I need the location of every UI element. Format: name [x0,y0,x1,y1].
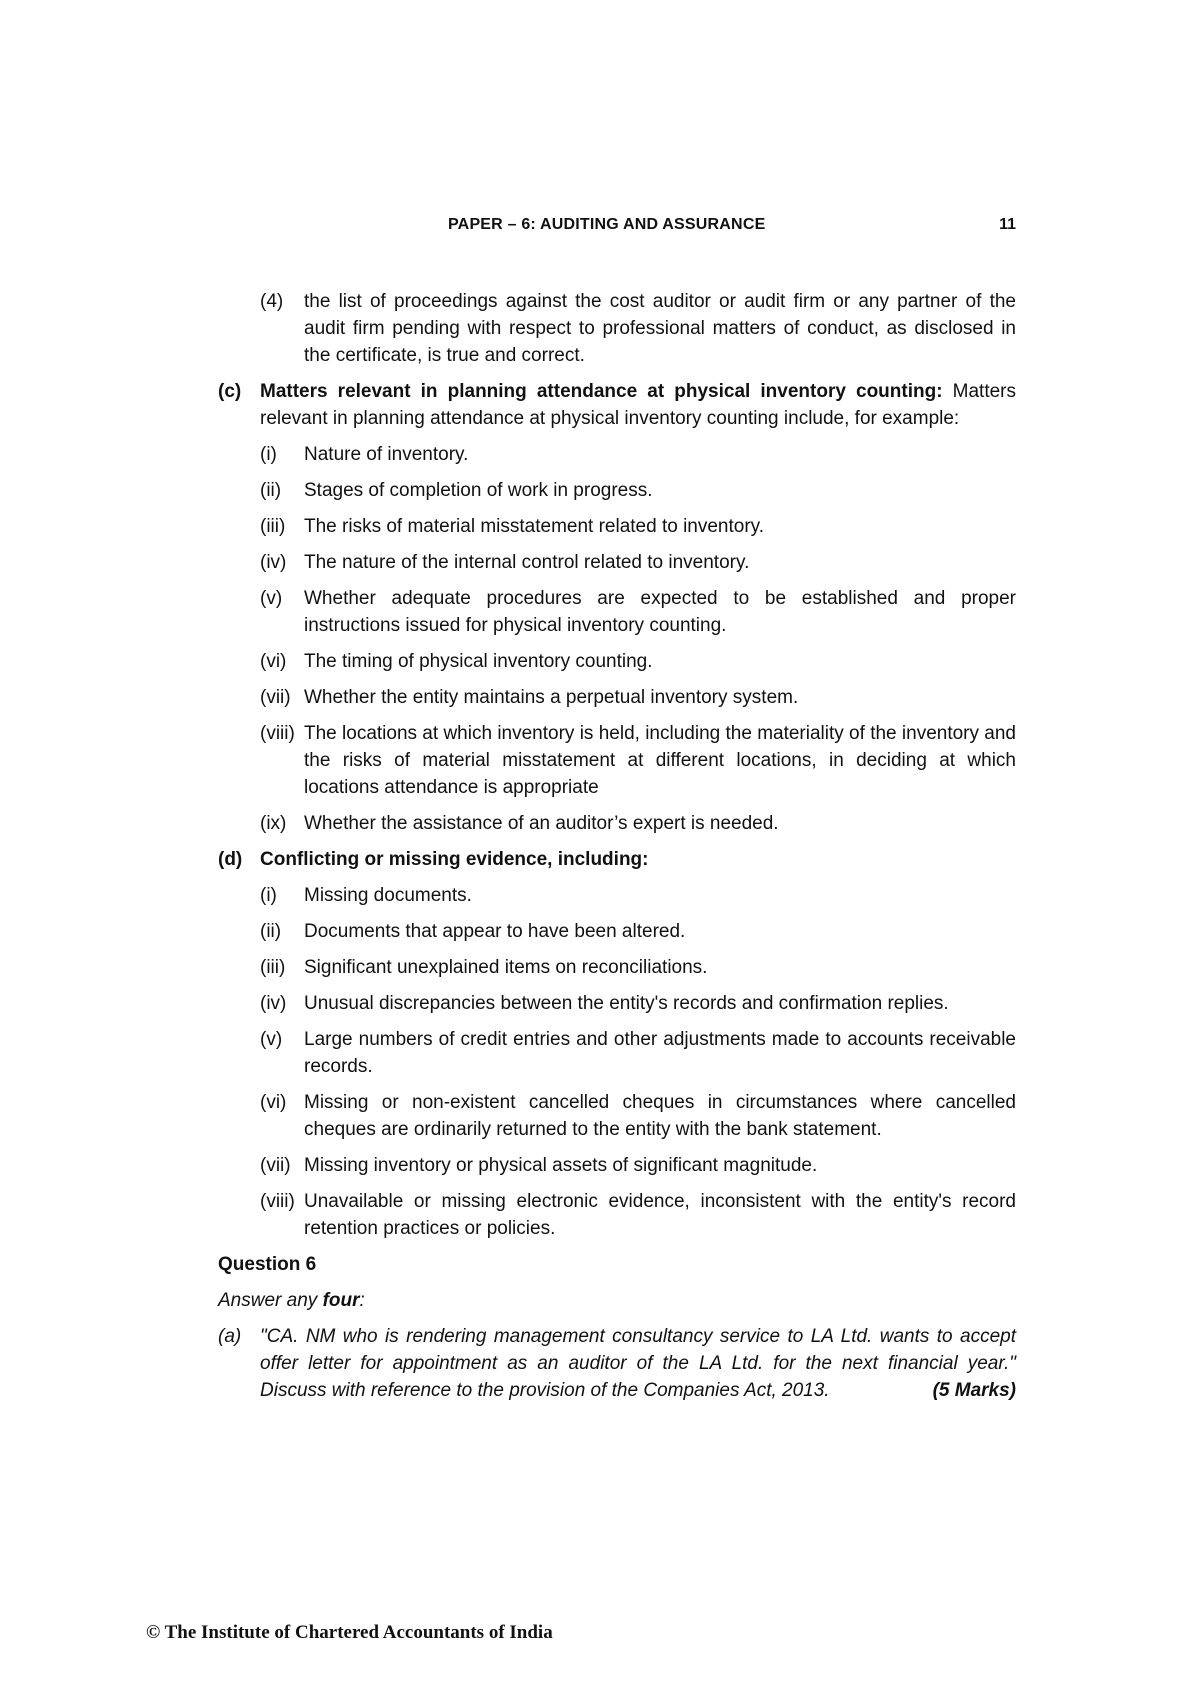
list-item-text: The nature of the internal control related to inventory. [304,552,750,573]
list-item [218,810,1016,837]
question-instruction [218,1287,1016,1314]
list-item [218,477,1016,504]
list-item-text: Missing or non-existent cancelled cheques in circumstances where cancelled cheques are ordinarily returned to the entity with the bank statement. [304,1092,1016,1140]
list-item-label: (i) [260,885,277,906]
question-part-a-body [260,1323,1016,1404]
list-item-text: Whether the entity maintains a perpetual inventory system. [304,687,799,708]
list-item-label: (i) [260,444,277,465]
list-item-text: The timing of physical inventory counting. [304,651,653,672]
section-c-heading: Matters relevant in planning attendance at physical inventory counting: [260,381,943,402]
list-item-label: (vi) [260,1092,287,1113]
list-item-label: (vii) [260,1155,291,1176]
list-item [218,1089,1016,1143]
page-number: 11 [999,216,1016,233]
instruction-prefix: Answer any [218,1290,318,1311]
list-item-label: (vii) [260,687,291,708]
list-item [218,585,1016,639]
question-title: Question 6 [218,1254,317,1275]
page-footer: © The Institute of Chartered Accountants of India [146,1622,553,1643]
list-item [218,882,1016,909]
list-item-label: (v) [260,588,283,609]
list-item-label: (iii) [260,516,286,537]
section-c-label: (c) [218,381,242,402]
list-item [218,1152,1016,1179]
list-item-label: (iv) [260,993,287,1014]
list-item-text: Missing inventory or physical assets of significant magnitude. [304,1155,818,1176]
question-part-a [218,1323,1016,1404]
list-item-text: Nature of inventory. [304,444,469,465]
instruction-emphasis: four [322,1290,360,1311]
running-title: PAPER – 6: AUDITING AND ASSURANCE [448,216,766,233]
section-d [218,846,1016,873]
list-item-text: Missing documents. [304,885,472,906]
list-item [218,648,1016,675]
list-item [218,513,1016,540]
section-d-heading: Conflicting or missing evidence, including: [260,849,649,870]
question-part-a-label: (a) [218,1326,242,1347]
list-item-label: (iv) [260,552,287,573]
list-item-label: (4) [260,291,284,312]
list-item [218,954,1016,981]
list-item [218,288,1016,369]
list-item-label: (ii) [260,921,282,942]
section-c [218,378,1016,432]
list-item-text: the list of proceedings against the cost auditor or audit firm or any partner of the audit firm pending with respect to professional matters of conduct, as disclosed in the certificate, is true and correct. [304,291,1016,366]
question-part-a-text: "CA. NM who is rendering management consultancy service to LA Ltd. wants to accept offer letter for appointment as an auditor of the LA Ltd. for the next financial year." Discuss with reference to the provision of the Companies Act, 2013. [260,1326,1016,1401]
list-item [218,549,1016,576]
question-marks: (5 Marks) [932,1380,1016,1401]
section-d-label: (d) [218,849,243,870]
list-item-label: (iii) [260,957,286,978]
list-item-text: Documents that appear to have been altered. [304,921,686,942]
page-header [218,216,1016,240]
list-item-label: (viii) [260,723,295,744]
list-item [218,990,1016,1017]
list-item-label: (v) [260,1029,283,1050]
list-item-text: The locations at which inventory is held, including the materiality of the inventory and the risks of material misstatement at different locations, in deciding at which locations attendance is appropriate [304,723,1016,798]
list-item-text: Whether adequate procedures are expected to be established and proper instructions issued for physical inventory counting. [304,588,1016,636]
section-c-text: Matters relevant in planning attendance at physical inventory counting include, for example: [260,381,1017,429]
instruction-suffix: : [359,1290,365,1311]
list-item-label: (ix) [260,813,287,834]
list-item-text: Significant unexplained items on reconciliations. [304,957,708,978]
list-item-text: Unavailable or missing electronic evidence, inconsistent with the entity's record retention practices or policies. [304,1191,1016,1239]
list-item-text: Unusual discrepancies between the entity's records and confirmation replies. [304,993,949,1014]
list-item [218,1026,1016,1080]
list-item [218,684,1016,711]
list-item [218,441,1016,468]
list-item-text: Stages of completion of work in progress. [304,480,653,501]
list-item-text: The risks of material misstatement related to inventory. [304,516,765,537]
list-item [218,918,1016,945]
list-item-label: (vi) [260,651,287,672]
section-c-body [260,378,1016,432]
list-item-text: Large numbers of credit entries and other adjustments made to accounts receivable records. [304,1029,1016,1077]
list-item-text: Whether the assistance of an auditor’s expert is needed. [304,813,779,834]
list-item [218,1188,1016,1242]
page-content [218,288,1016,1413]
list-item-label: (viii) [260,1191,295,1212]
list-item-label: (ii) [260,480,282,501]
list-item [218,720,1016,801]
